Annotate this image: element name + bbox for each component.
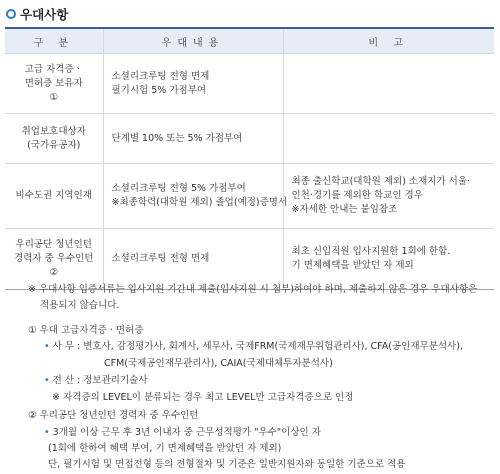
header-note: 비 고 xyxy=(283,28,494,54)
note-line: 기 면제혜택을 받았던 자 제외 xyxy=(291,260,414,271)
note-line: ※자세한 안내는 붙임참조 xyxy=(291,204,398,215)
note-line: 최종 출신학교(대학원 제외) 소재지가 서울· xyxy=(291,176,471,187)
content-cell xyxy=(103,164,288,229)
category-line: ① xyxy=(49,91,59,103)
table-header-row xyxy=(5,28,494,54)
table-row xyxy=(5,229,494,290)
category-line: 취업보호대상자 xyxy=(21,125,86,137)
note-cell xyxy=(283,229,494,290)
content-line: 소셜리크루팅 전형 5% 가점부여 xyxy=(111,183,246,194)
section-header xyxy=(6,5,68,23)
item1-line: ※ 자격증의 LEVEL이 분류되는 경우 최고 LEVEL만 고급자격증으로 인정 xyxy=(52,392,354,403)
main-note-line: 적용되지 않습니다. xyxy=(40,300,120,311)
content-cell xyxy=(103,54,283,114)
content-line: 단계별 10% 또는 5% 가점부여 xyxy=(111,132,243,144)
category-cell xyxy=(5,229,103,290)
content-line: 소셜리크루팅 전형 면제 xyxy=(111,70,210,82)
content-cell xyxy=(103,114,283,164)
note-cell xyxy=(283,114,494,164)
category-cell xyxy=(5,54,103,114)
bullet-icon: • xyxy=(44,341,50,352)
header-content: 우대내용 xyxy=(103,28,283,54)
category-cell xyxy=(5,114,103,164)
category-line: 고급 자격증ㆍ xyxy=(24,63,83,75)
note-cell xyxy=(283,54,494,114)
content-line: 소셜리크루팅 전형 면제 xyxy=(111,253,210,264)
table-row xyxy=(5,164,494,229)
circle-bullet-icon xyxy=(6,9,16,19)
category-line: ② xyxy=(49,267,59,278)
category-line: 면허증 보유자 xyxy=(24,77,83,89)
item2-line: 단, 필기시험 및 면접전형 등의 전형절차 및 기준은 일반지원자와 동일한 기준으로 적용 xyxy=(48,459,406,470)
main-note-line: ※ 우대사항 입증서류는 입사지원 기간내 제출(입사지원 시 첨부)하여야 하며, 제출하지 않은 경우 우대사항은 xyxy=(28,284,478,295)
category-line: 경력자 중 우수인턴 xyxy=(14,253,94,264)
header-category: 구 분 xyxy=(5,28,103,54)
category-line: 우리공단 청년인턴 xyxy=(15,239,92,250)
preference-table xyxy=(5,27,494,290)
note-line: 인천·경기를 제외한 학교인 경우 xyxy=(291,190,423,201)
note-line: 최초 신입직원 입사지원한 1회에 한함. xyxy=(291,246,451,257)
item1-line: CFM(국제공인재무관리사), CAIA(국제대체투자분석사) xyxy=(104,358,333,369)
item2-line: • 3개월 이상 근무 후 3년 이내자 중 근무성적평가 "우수"이상인 자 xyxy=(44,427,321,438)
item1-line: • 사 무 : 변호사, 감정평가사, 회계사, 세무사, 국제FRM(국제재무위험관리사), CFA(공인재무분석사), xyxy=(44,341,463,352)
content-line: 필기시험 5% 가점부여 xyxy=(111,84,207,96)
category-line: 비수도권 지역인재 xyxy=(15,190,92,201)
item2-line: (1회에 한하여 혜택 부여, 기 면제혜택을 받았던 자 제외) xyxy=(48,443,282,454)
bullet-icon: • xyxy=(44,427,50,438)
content-line: ※최종학력(대학원 제외) 졸업(예정)증명서 xyxy=(111,197,288,208)
item2-title: ② 우리공단 청년인턴 경력자 중 우수인턴 xyxy=(28,410,199,421)
content-cell xyxy=(103,229,283,290)
category-line: (국가유공자) xyxy=(27,139,81,151)
category-cell xyxy=(5,164,103,229)
table-row xyxy=(5,54,494,114)
item1-line: • 전 산 : 정보관리기술사 xyxy=(44,375,148,386)
item1-title: ① 우대 고급자격증 · 면허증 xyxy=(28,325,144,336)
section-title: 우대사항 xyxy=(20,7,69,22)
table-row xyxy=(5,114,494,164)
note-cell xyxy=(283,164,494,229)
bullet-icon: • xyxy=(44,375,50,386)
